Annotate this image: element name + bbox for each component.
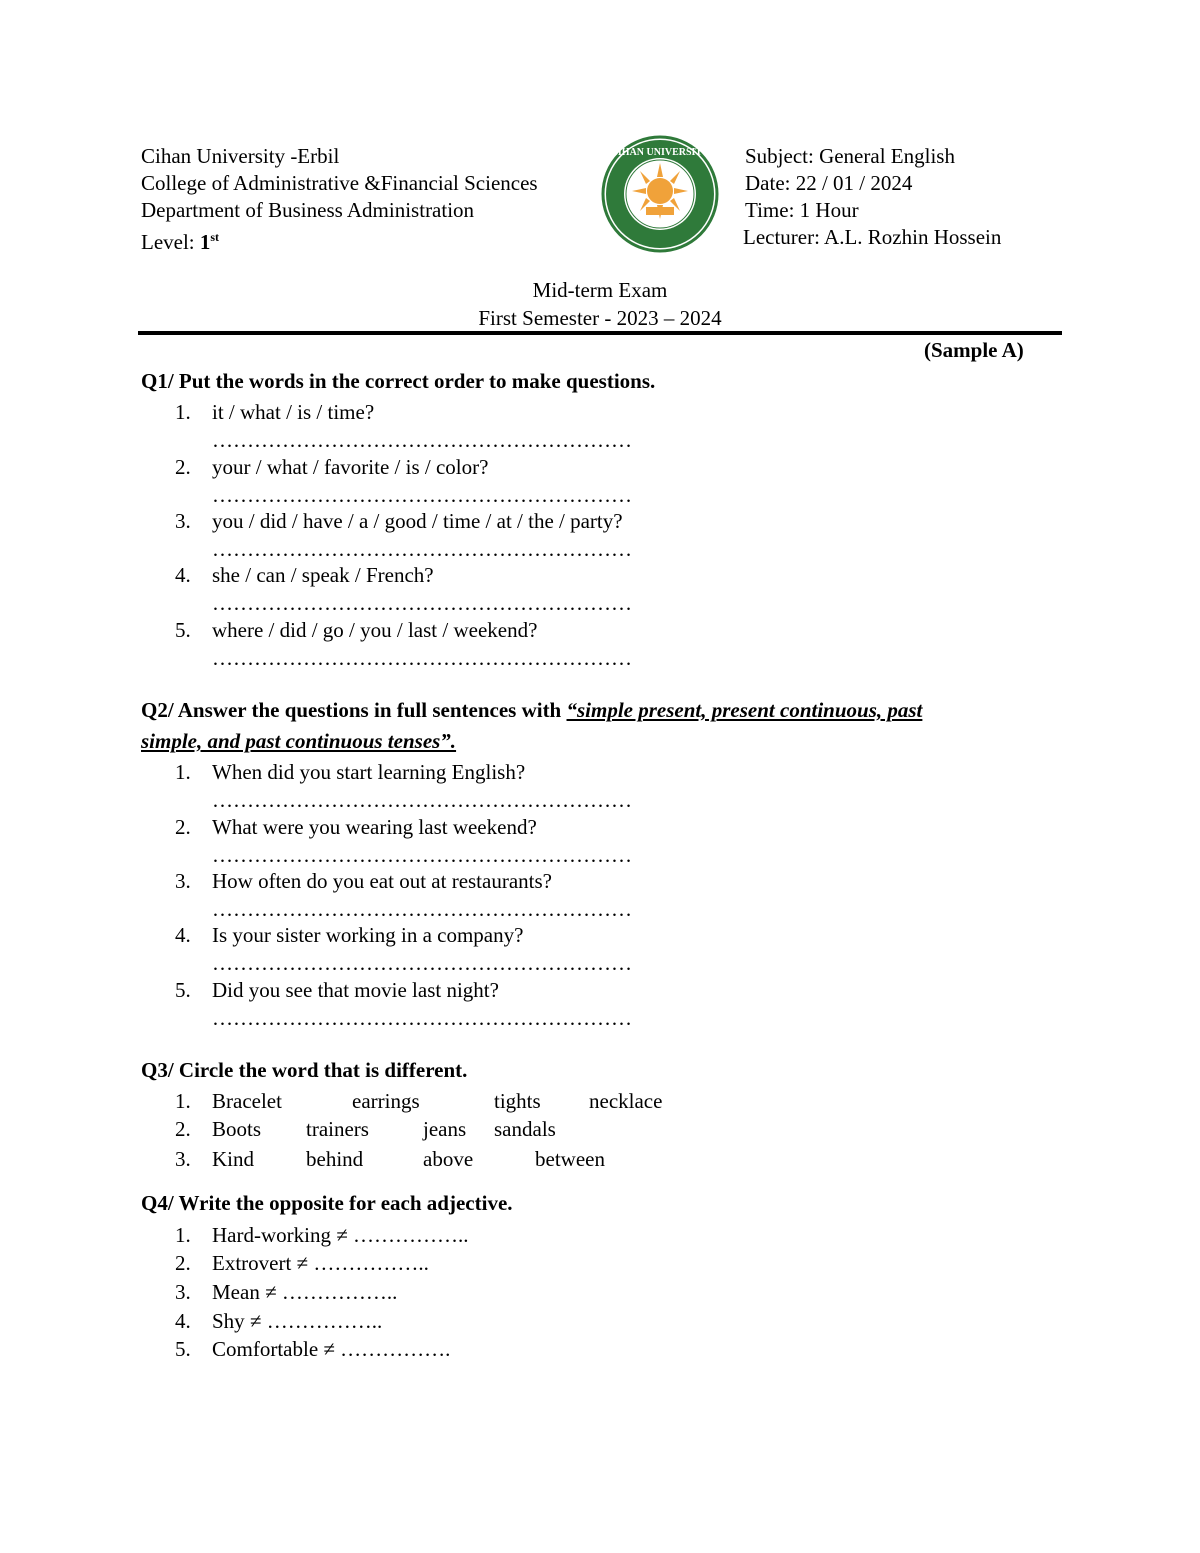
item-number: 3. bbox=[175, 509, 191, 533]
word-option[interactable]: Kind bbox=[212, 1147, 254, 1171]
list-item bbox=[175, 923, 523, 948]
answer-line[interactable]: …………………………………………………… bbox=[212, 897, 632, 921]
item-text: you / did / have / a / good / time / at / the / party? bbox=[212, 509, 623, 533]
list-item bbox=[175, 618, 537, 643]
item-number: 1. bbox=[175, 400, 191, 424]
sample-label: (Sample A) bbox=[924, 338, 1024, 362]
q2-title bbox=[141, 698, 922, 723]
item-text: Did you see that movie last night? bbox=[212, 978, 499, 1002]
answer-line[interactable]: …………………………………………………… bbox=[212, 843, 632, 867]
item-text: How often do you eat out at restaurants? bbox=[212, 869, 552, 893]
item-number: 5. bbox=[175, 978, 191, 1002]
answer-line[interactable]: …………………………………………………… bbox=[212, 1006, 632, 1030]
item-number: 4. bbox=[175, 923, 191, 947]
item-number: 2. bbox=[175, 815, 191, 839]
item-text[interactable]: Hard-working ≠ …………….. bbox=[212, 1223, 469, 1247]
level-value: 1 bbox=[199, 230, 211, 254]
item-text[interactable]: Shy ≠ …………….. bbox=[212, 1309, 383, 1333]
list-item bbox=[175, 978, 499, 1003]
word-option[interactable]: necklace bbox=[589, 1089, 663, 1113]
answer-line[interactable]: …………………………………………………… bbox=[212, 788, 632, 812]
item-number: 2. bbox=[175, 455, 191, 479]
list-item bbox=[175, 509, 623, 534]
word-option[interactable]: earrings bbox=[352, 1089, 420, 1113]
item-number: 2. bbox=[175, 1251, 191, 1275]
list-item bbox=[175, 1337, 450, 1362]
word-option[interactable]: tights bbox=[494, 1089, 541, 1113]
word-option[interactable]: above bbox=[423, 1147, 474, 1171]
level-label: Level: bbox=[141, 230, 200, 254]
subject: Subject: General English bbox=[745, 144, 955, 168]
item-number: 3. bbox=[175, 1147, 191, 1171]
answer-line[interactable]: …………………………………………………… bbox=[212, 428, 632, 452]
department-name: Department of Business Administration bbox=[141, 198, 475, 222]
list-item bbox=[175, 1251, 429, 1276]
level bbox=[141, 224, 219, 256]
answer-line[interactable]: …………………………………………………… bbox=[212, 483, 632, 507]
list-item bbox=[175, 760, 525, 785]
list-item bbox=[175, 815, 537, 840]
list-item bbox=[175, 563, 434, 588]
logo-top-text: CIHAN UNIVERSITY bbox=[610, 147, 710, 158]
university-name: Cihan University -Erbil bbox=[141, 144, 340, 168]
exam-time: Time: 1 Hour bbox=[745, 198, 859, 222]
list-item bbox=[175, 1223, 469, 1248]
word-option[interactable]: behind bbox=[306, 1147, 364, 1171]
exam-title: Mid-term Exam bbox=[532, 278, 668, 302]
q3-title: Q3/ Circle the word that is different. bbox=[141, 1058, 468, 1082]
university-seal-icon bbox=[600, 135, 720, 253]
item-number: 3. bbox=[175, 1280, 191, 1304]
item-text[interactable]: Extrovert ≠ …………….. bbox=[212, 1251, 429, 1275]
word-option[interactable]: Boots bbox=[212, 1117, 262, 1141]
item-text[interactable]: Comfortable ≠ ……………. bbox=[212, 1337, 451, 1361]
answer-line[interactable]: …………………………………………………… bbox=[212, 646, 632, 670]
item-number: 2. bbox=[175, 1117, 191, 1141]
item-number: 1. bbox=[175, 760, 191, 784]
item-number: 1. bbox=[175, 1089, 191, 1113]
answer-line[interactable]: …………………………………………………… bbox=[212, 591, 632, 615]
list-item bbox=[175, 1280, 397, 1305]
item-number: 4. bbox=[175, 563, 191, 587]
semester: First Semester - 2023 – 2024 bbox=[478, 306, 722, 330]
college-name: College of Administrative &Financial Sciences bbox=[141, 171, 538, 195]
item-number: 4. bbox=[175, 1309, 191, 1333]
list-item bbox=[175, 1309, 382, 1334]
list-item bbox=[175, 869, 552, 894]
item-text: Is your sister working in a company? bbox=[212, 923, 524, 947]
item-number: 3. bbox=[175, 869, 191, 893]
list-item bbox=[175, 455, 488, 480]
item-number: 5. bbox=[175, 618, 191, 642]
exam-date: Date: 22 / 01 / 2024 bbox=[745, 171, 913, 195]
q4-title: Q4/ Write the opposite for each adjective. bbox=[141, 1191, 513, 1215]
item-text: your / what / favorite / is / color? bbox=[212, 455, 489, 479]
header-divider bbox=[138, 331, 1062, 335]
item-text: it / what / is / time? bbox=[212, 400, 375, 424]
q2-tenses-line1: “simple present, present continuous, past bbox=[566, 698, 923, 722]
word-option[interactable]: trainers bbox=[306, 1117, 369, 1141]
item-number: 1. bbox=[175, 1223, 191, 1247]
list-item bbox=[175, 400, 374, 425]
item-text: What were you wearing last weekend? bbox=[212, 815, 537, 839]
lecturer: Lecturer: A.L. Rozhin Hossein bbox=[743, 225, 1002, 249]
word-option[interactable]: jeans bbox=[423, 1117, 467, 1141]
answer-line[interactable]: …………………………………………………… bbox=[212, 537, 632, 561]
item-text: she / can / speak / French? bbox=[212, 563, 434, 587]
word-option[interactable]: Bracelet bbox=[212, 1089, 282, 1113]
item-text[interactable]: Mean ≠ …………….. bbox=[212, 1280, 398, 1304]
item-number: 5. bbox=[175, 1337, 191, 1361]
level-sup: st bbox=[210, 230, 220, 244]
q2-title-text: Q2/ Answer the questions in full sentences with bbox=[141, 698, 567, 722]
answer-line[interactable]: …………………………………………………… bbox=[212, 951, 632, 975]
item-text: When did you start learning English? bbox=[212, 760, 526, 784]
q1-title: Q1/ Put the words in the correct order to make questions. bbox=[141, 369, 656, 393]
word-option[interactable]: sandals bbox=[494, 1117, 556, 1141]
q2-tenses-line2: simple, and past continuous tenses”. bbox=[141, 729, 457, 753]
university-logo bbox=[600, 135, 720, 253]
word-option[interactable]: between bbox=[535, 1147, 605, 1171]
item-text: where / did / go / you / last / weekend? bbox=[212, 618, 538, 642]
